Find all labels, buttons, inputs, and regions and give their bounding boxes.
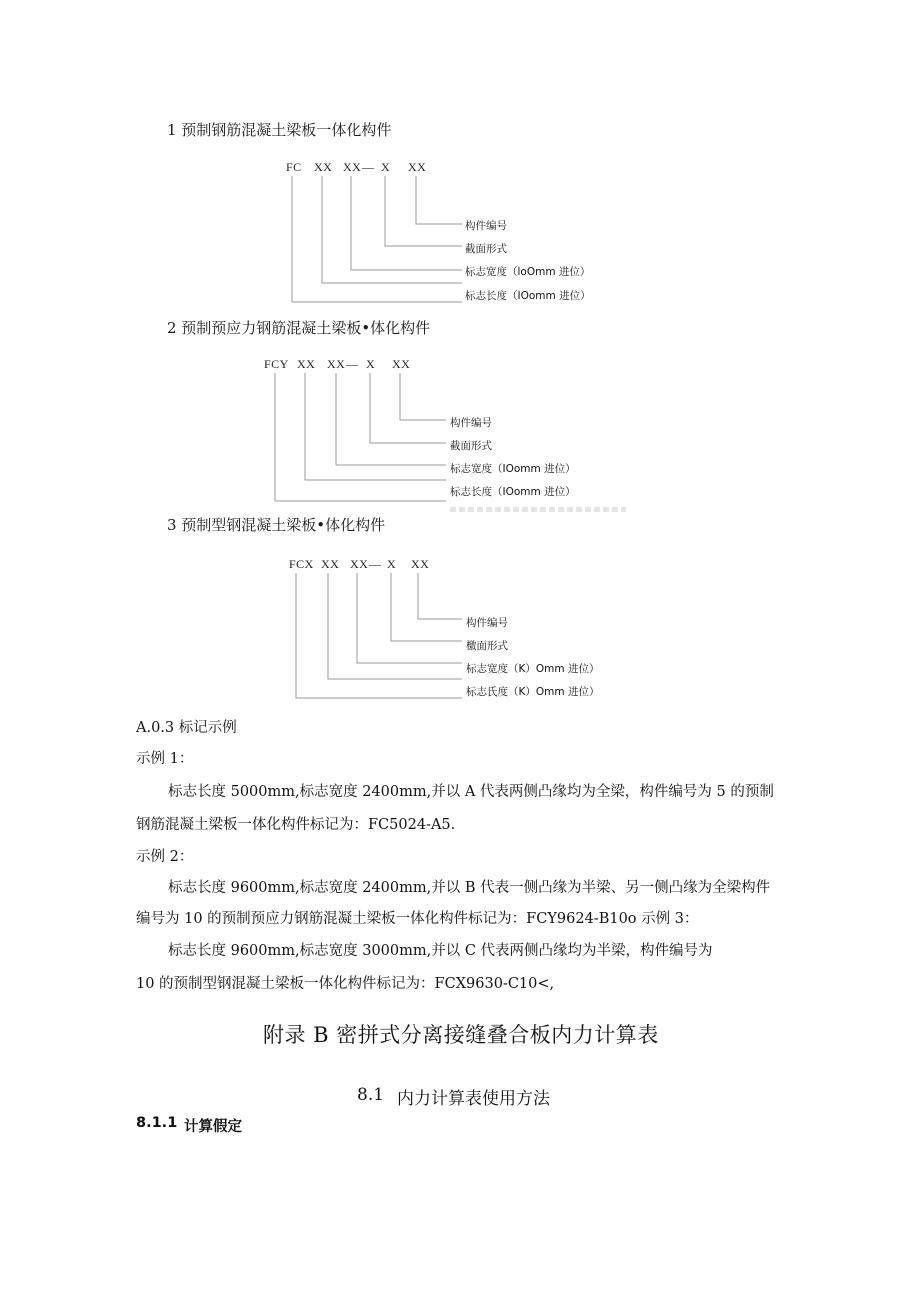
example-2-line-1: 标志长度 9600mm,标志宽度 2400mm,并以 B 代表一侧凸缘为半梁、另一侧凸缘为全梁构件 [168, 880, 771, 896]
diagram-3-label-width: 标志宽度（K）Omm 进位） [466, 663, 600, 675]
diagram-2-code-dash: — [346, 357, 359, 371]
diagram-1-code-prefix: FC [286, 160, 302, 174]
diagram-2-label-length: 标志长度（IOomm 进位） [450, 486, 576, 498]
example-1-label: 示例 1： [136, 751, 194, 767]
diagram-2-label-section: 截面形式 [450, 440, 492, 452]
diagram-2-code-c1: XX [297, 357, 316, 371]
diagram-3-code-c3: X [387, 557, 397, 571]
diagram-2-label-number: 构件编号 [450, 417, 492, 429]
diagram-1-title: 1 预制钢筋混凝土梁板一体化构件 [167, 121, 392, 139]
leader-line-number [418, 573, 462, 619]
diagram-3-label-length: 标志氏度（K）Omm 进位） [466, 686, 600, 698]
diagram-3-label-number: 构件编号 [466, 617, 508, 629]
example-3-line-1: 标志长度 9600mm,标志宽度 3000mm,并以 C 代表两侧凸缘均为半梁，构件编号为 [168, 943, 713, 959]
marking-heading: A.0.3 标记示例 [136, 720, 237, 736]
diagram-2-code-c3: X [366, 357, 376, 371]
diagram-3-code-dash: — [369, 557, 382, 571]
section-8-1-title: 内力计算表使用方法 [397, 1089, 550, 1109]
leader-line-width [357, 573, 462, 663]
diagram-2-code-prefix: FCY [264, 357, 289, 371]
leader-line-section [391, 573, 462, 641]
diagram-3-code-c2: XX [350, 557, 369, 571]
diagram-1-label-width: 标志宽度（loOmm 进位） [465, 266, 591, 278]
diagram-3-code-c1: XX [321, 557, 340, 571]
diagram-1-label-length: 标志长度（IOomm 进位） [465, 290, 591, 302]
diagram-3-label-section: 檄面形式 [466, 640, 508, 652]
diagram-2-code-c2: XX [327, 357, 346, 371]
example-2-line-2: 编号为 10 的预制预应力钢筋混凝土梁板一体化构件标记为：FCY9624-B10o 示例 3： [136, 911, 699, 927]
diagram-1-code-dash: — [362, 160, 375, 174]
subsection-8-1-1-title: 计算假定 [184, 1119, 242, 1135]
example-1-line-1: 标志长度 5000mm,标志宽度 2400mm,并以 A 代表两侧凸缘均为全梁，构件编号为 5 的预制 [168, 784, 774, 800]
appendix-b-title: 附录 B 密拼式分离接缝叠合板内力计算表 [263, 1023, 659, 1047]
section-8-1-number: 8.1 [357, 1085, 385, 1105]
example-1-line-2: 钢筋混凝土梁板一体化构件标记为：FC5024-A5. [136, 817, 456, 833]
diagram-3-code-prefix: FCX [289, 557, 314, 571]
diagram-1-label-number: 构件编号 [465, 220, 507, 232]
diagram-1-code-c2: XX [343, 160, 362, 174]
diagram-1-code-c1: XX [314, 160, 333, 174]
diagram-2-code-c4: XX [392, 357, 411, 371]
subsection-8-1-1-number: 8.1.1 [136, 1115, 178, 1131]
diagram-3-title: 3 预制型钢混凝土梁板•体化构件 [167, 516, 386, 534]
diagram-1-code-c3: X [381, 160, 391, 174]
diagram-2-title: 2 预制预应力钢筋混凝土梁板•体化构件 [167, 319, 431, 337]
diagram-2-label-width: 标志宽度（IOomm 进位） [450, 463, 576, 475]
diagram-1-label-section: 截面形式 [465, 243, 507, 255]
diagram-1-code-c4: XX [408, 160, 427, 174]
example-3-line-2: 10 的预制型钢混凝土梁板一体化构件标记为：FCX9630-C10<, [136, 976, 555, 992]
example-2-label: 示例 2： [136, 849, 194, 865]
diagram-3-code-c4: XX [411, 557, 430, 571]
